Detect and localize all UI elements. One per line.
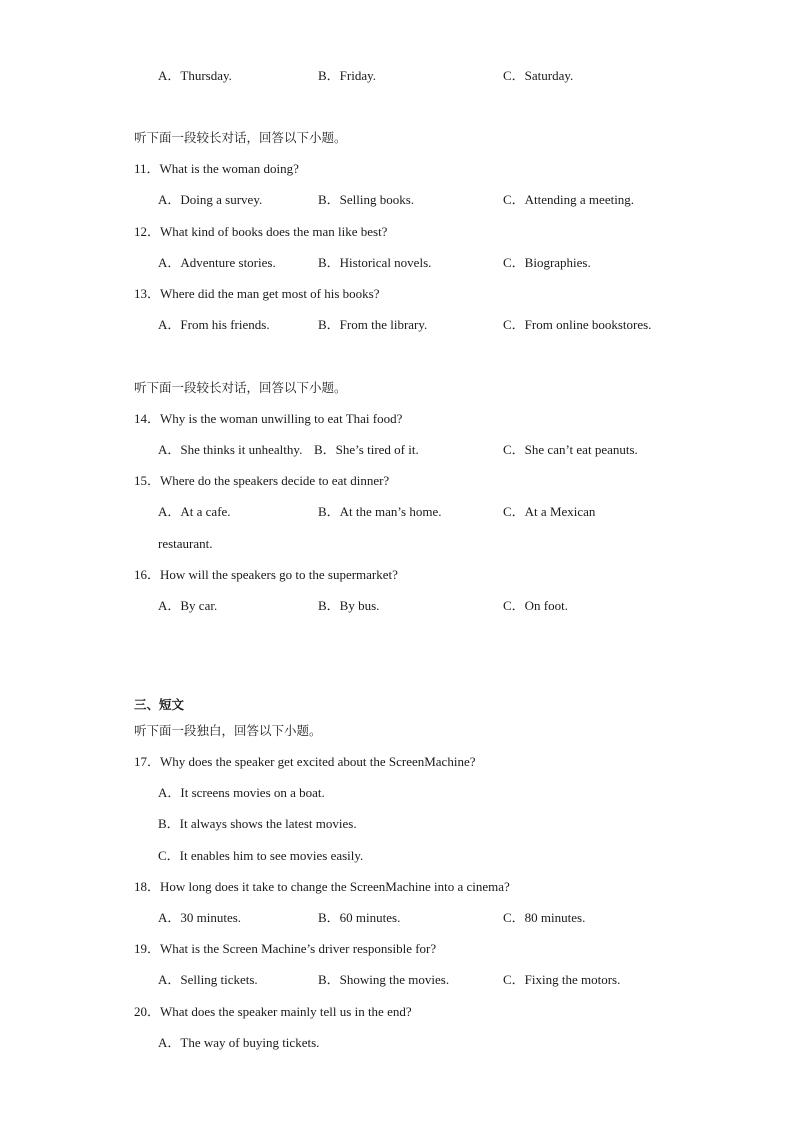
instruction-dialogue-1: 听下面一段较长对话，回答以下小题。 bbox=[134, 130, 347, 145]
q13-option-c: C．From online bookstores. bbox=[503, 317, 652, 332]
q15-option-c-continued: restaurant. bbox=[158, 536, 213, 551]
q19-option-a: A．Selling tickets. bbox=[158, 972, 258, 987]
q16-option-c: C．On foot. bbox=[503, 598, 569, 613]
q15-option-a: A．At a cafe. bbox=[158, 504, 231, 519]
q19-option-b: B．Showing the movies. bbox=[318, 972, 450, 987]
q16-option-a: A．By car. bbox=[158, 598, 218, 613]
q18-option-c: C．80 minutes. bbox=[503, 910, 586, 925]
q17-option-a: A．It screens movies on a boat. bbox=[158, 785, 325, 800]
q17-stem: 17．Why does the speaker get excited about the ScreenMachine? bbox=[134, 754, 476, 769]
q14-option-b: B．She’s tired of it. bbox=[314, 442, 419, 457]
q10-option-c: C．Saturday. bbox=[503, 68, 574, 83]
q17-option-c: C．It enables him to see movies easily. bbox=[158, 848, 364, 863]
q12-option-c: C．Biographies. bbox=[503, 255, 591, 270]
q13-option-a: A．From his friends. bbox=[158, 317, 270, 332]
q20-option-a: A．The way of buying tickets. bbox=[158, 1035, 320, 1050]
q16-option-b: B．By bus. bbox=[318, 598, 380, 613]
q12-stem: 12．What kind of books does the man like best? bbox=[134, 224, 388, 239]
q18-stem: 18．How long does it take to change the ScreenMachine into a cinema? bbox=[134, 879, 510, 894]
q11-option-a: A．Doing a survey. bbox=[158, 192, 263, 207]
instruction-monologue: 听下面一段独白，回答以下小题。 bbox=[134, 723, 322, 738]
q14-option-a: A．She thinks it unhealthy. bbox=[158, 442, 303, 457]
q10-option-a: A．Thursday. bbox=[158, 68, 232, 83]
q13-option-b: B．From the library. bbox=[318, 317, 428, 332]
q11-option-c: C．Attending a meeting. bbox=[503, 192, 635, 207]
q14-stem: 14．Why is the woman unwilling to eat Thai food? bbox=[134, 411, 403, 426]
instruction-dialogue-2: 听下面一段较长对话，回答以下小题。 bbox=[134, 380, 347, 395]
q16-stem: 16．How will the speakers go to the supermarket? bbox=[134, 567, 398, 582]
q12-option-b: B．Historical novels. bbox=[318, 255, 432, 270]
q15-stem: 15．Where do the speakers decide to eat dinner? bbox=[134, 473, 390, 488]
q11-stem: 11．What is the woman doing? bbox=[134, 161, 299, 176]
q13-stem: 13．Where did the man get most of his books? bbox=[134, 286, 380, 301]
q10-option-b: B．Friday. bbox=[318, 68, 377, 83]
q18-option-a: A．30 minutes. bbox=[158, 910, 242, 925]
q17-option-b: B．It always shows the latest movies. bbox=[158, 816, 357, 831]
q15-option-b: B．At the man’s home. bbox=[318, 504, 442, 519]
section-3-title: 三、短文 bbox=[134, 697, 185, 712]
q19-option-c: C．Fixing the motors. bbox=[503, 972, 621, 987]
q14-option-c: C．She can’t eat peanuts. bbox=[503, 442, 638, 457]
q12-option-a: A．Adventure stories. bbox=[158, 255, 276, 270]
q19-stem: 19．What is the Screen Machine’s driver responsible for? bbox=[134, 941, 437, 956]
q20-stem: 20．What does the speaker mainly tell us in the end? bbox=[134, 1004, 412, 1019]
q18-option-b: B．60 minutes. bbox=[318, 910, 401, 925]
q11-option-b: B．Selling books. bbox=[318, 192, 415, 207]
q15-option-c: C．At a Mexican bbox=[503, 504, 596, 519]
